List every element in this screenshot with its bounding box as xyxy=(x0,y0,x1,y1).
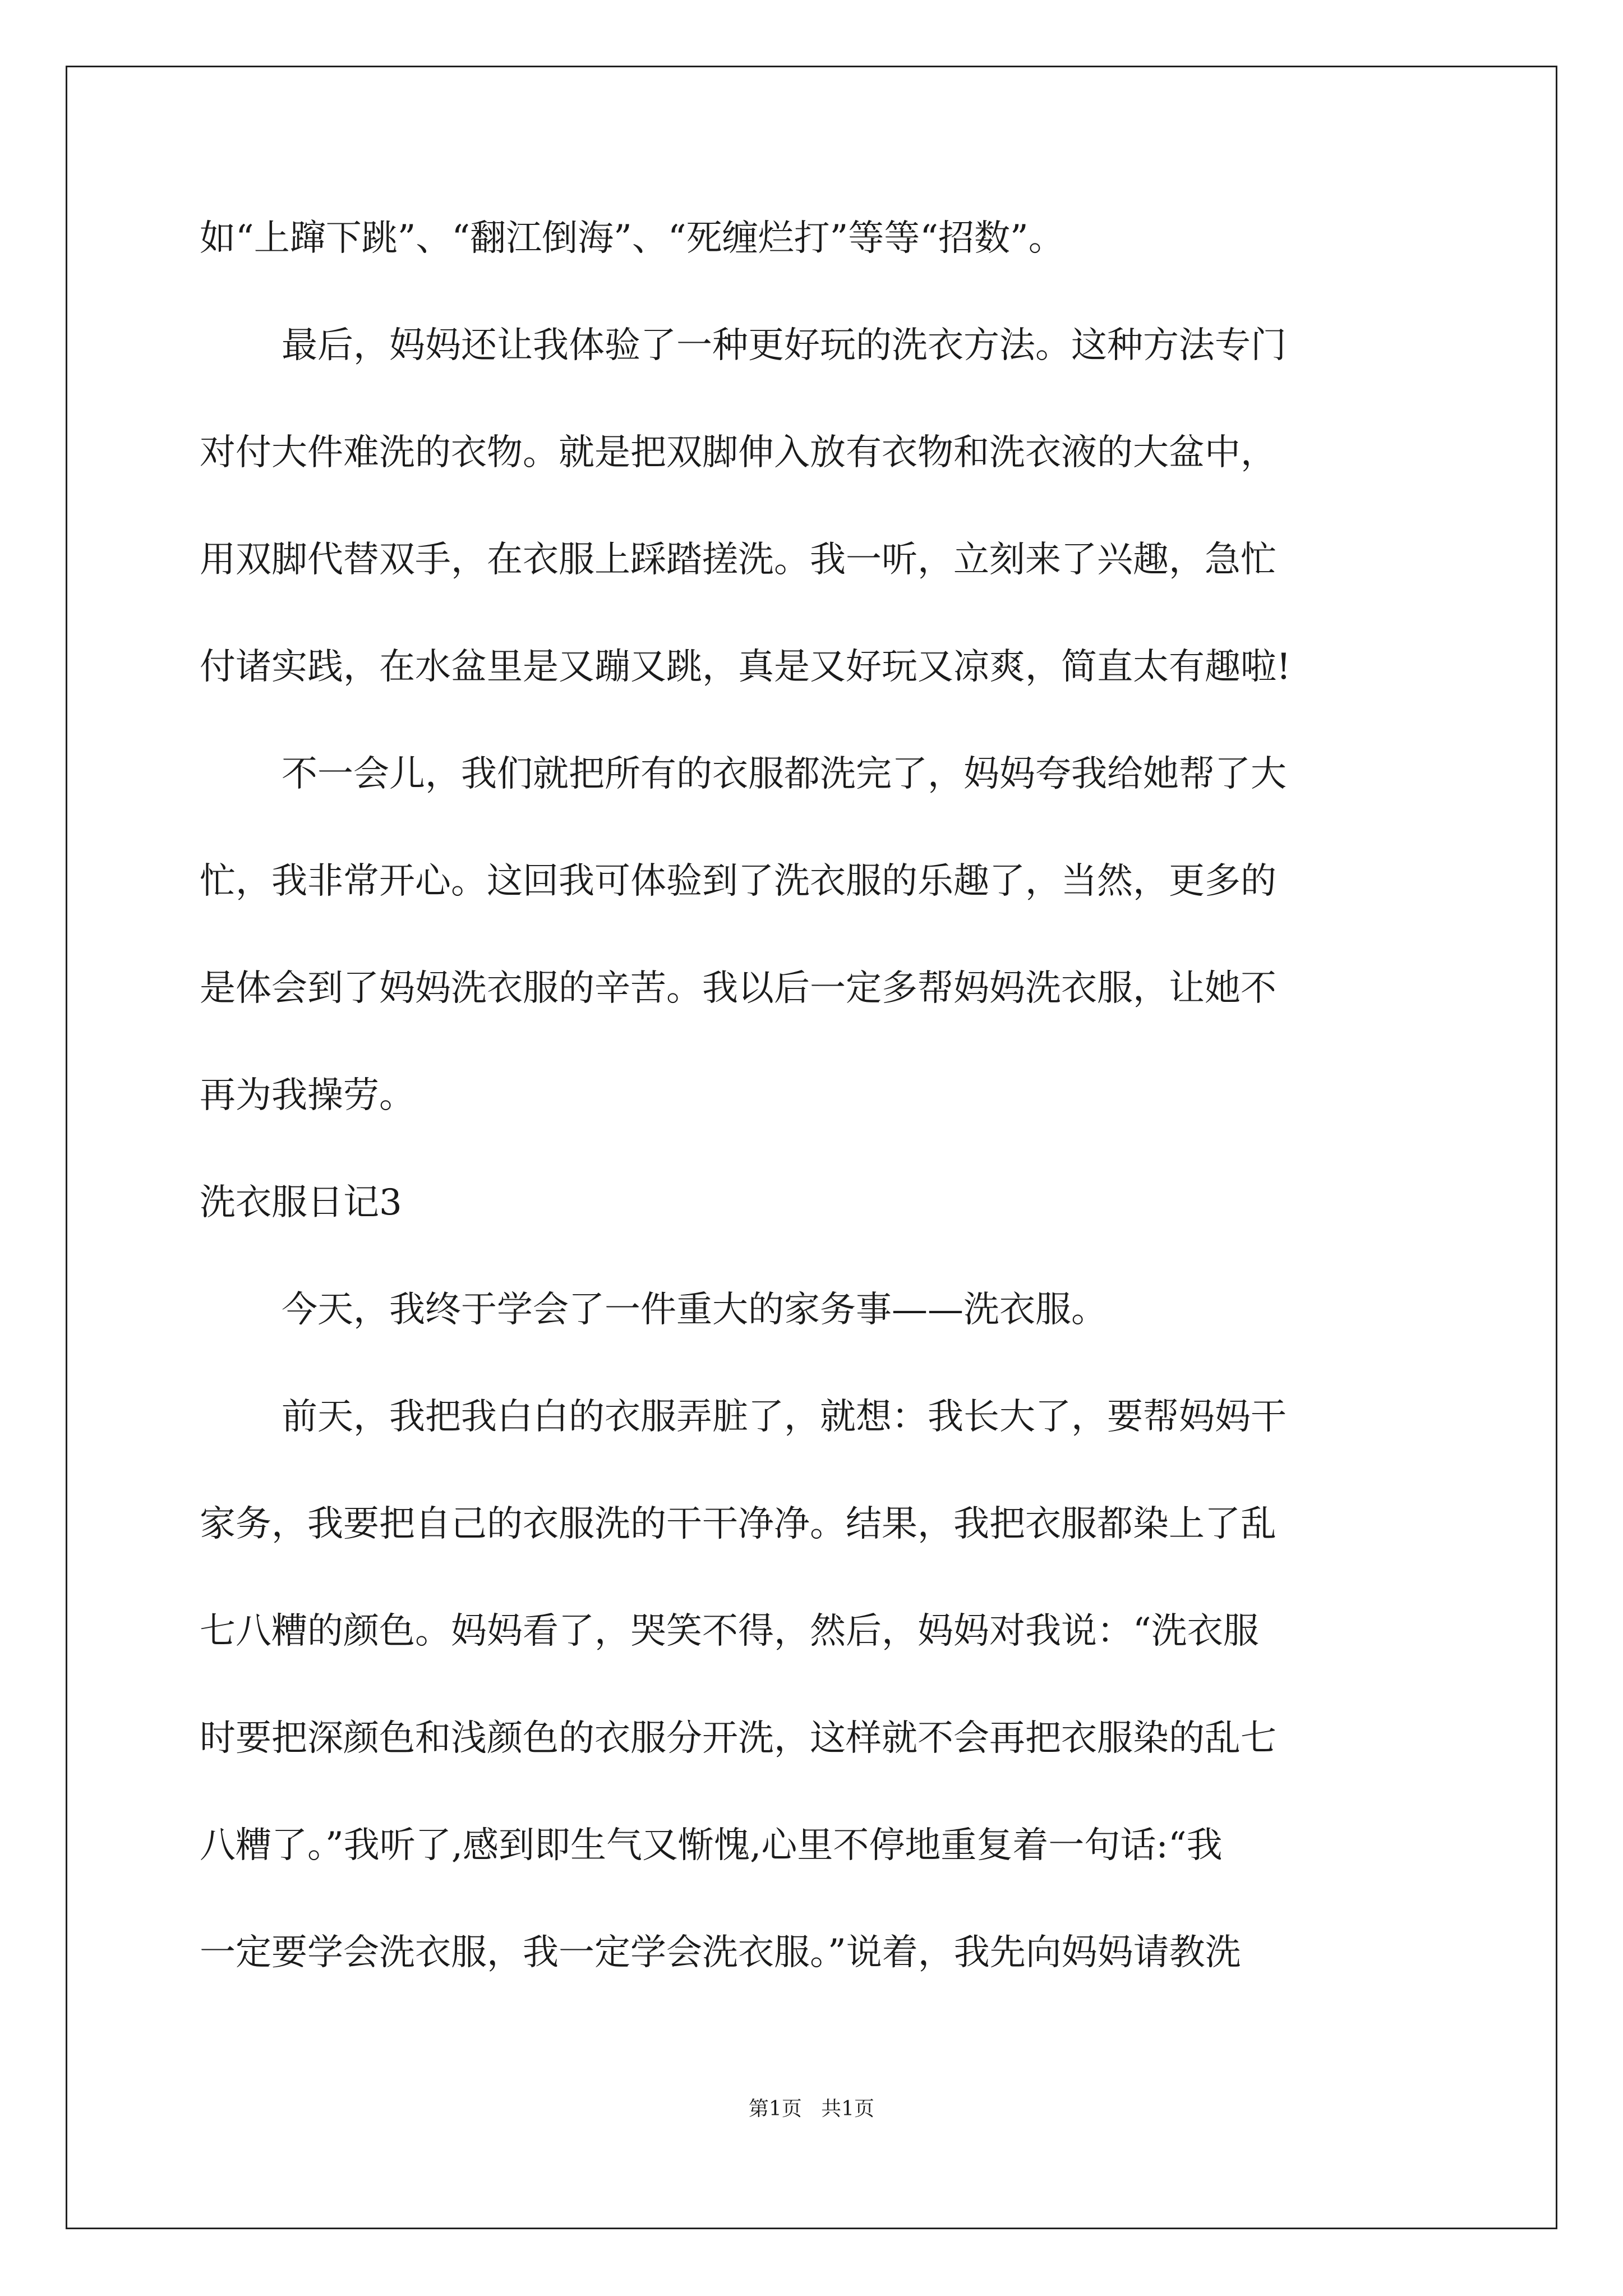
text-line-5: 付诸实践，在水盆里是又蹦又跳，真是又好玩又凉爽，简直太有趣啦! xyxy=(200,646,1291,688)
text-line-4: 用双脚代替双手，在衣服上踩踏搓洗。我一听，立刻来了兴趣，急忙 xyxy=(200,539,1276,581)
text-line-12: 前天，我把我白白的衣服弄脏了，就想：我长大了，要帮妈妈干 xyxy=(282,1396,1287,1438)
text-line-11: 今天，我终于学会了一件重大的家务事——洗衣服。 xyxy=(282,1289,1107,1331)
page-footer: 第1页 共1页 xyxy=(748,2097,875,2120)
page-border xyxy=(66,66,1557,2229)
text-line-14: 七八糟的颜色。妈妈看了，哭笑不得，然后，妈妈对我说：“洗衣服 xyxy=(200,1611,1259,1652)
text-line-8: 是体会到了妈妈洗衣服的辛苦。我以后一定多帮妈妈洗衣服，让她不 xyxy=(200,968,1276,1009)
text-line-6: 不一会儿，我们就把所有的衣服都洗完了，妈妈夸我给她帮了大 xyxy=(282,753,1287,795)
text-line-3: 对付大件难洗的衣物。就是把双脚伸入放有衣物和洗衣液的大盆中， xyxy=(200,432,1276,473)
text-line-16: 八糟了。”我听了,感到即生气又惭愧,心里不停地重复着一句话:“我 xyxy=(200,1825,1223,1866)
text-line-17: 一定要学会洗衣服，我一定学会洗衣服。”说着，我先向妈妈请教洗 xyxy=(200,1932,1241,1973)
text-line-1: 如“上蹿下跳”、“翻江倒海”、“死缠烂打”等等“招数”。 xyxy=(200,218,1064,259)
text-line-7: 忙，我非常开心。这回我可体验到了洗衣服的乐趣了，当然，更多的 xyxy=(200,861,1276,902)
text-line-13: 家务，我要把自己的衣服洗的干干净净。结果，我把衣服都染上了乱 xyxy=(200,1503,1276,1545)
text-line-15: 时要把深颜色和浅颜色的衣服分开洗，这样就不会再把衣服染的乱七 xyxy=(200,1718,1276,1759)
section-heading: 洗衣服日记3 xyxy=(200,1182,402,1223)
text-line-9: 再为我操劳。 xyxy=(200,1075,415,1116)
text-line-2: 最后，妈妈还让我体验了一种更好玩的洗衣方法。这种方法专门 xyxy=(282,325,1287,366)
